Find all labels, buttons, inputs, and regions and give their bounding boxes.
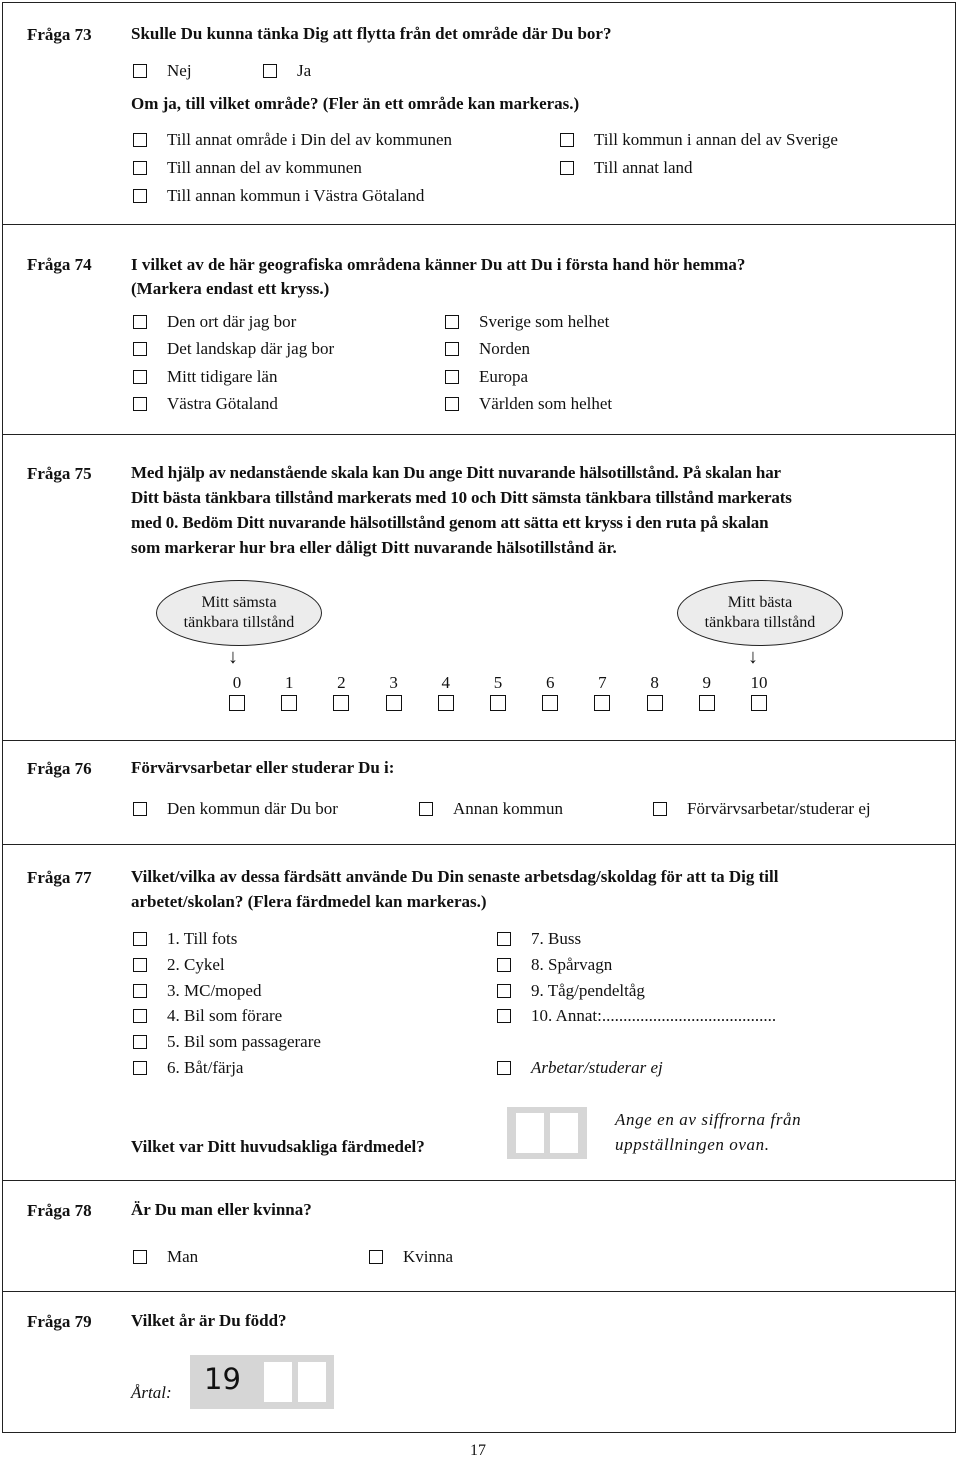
q74-number: Fråga 74 bbox=[27, 255, 92, 274]
year-digit-cell[interactable] bbox=[298, 1362, 326, 1402]
q78-question: Är Du man eller kvinna? bbox=[131, 1200, 312, 1219]
q77-option-7[interactable]: 7. Buss bbox=[497, 929, 581, 949]
q78-option-man[interactable]: Man bbox=[133, 1247, 198, 1267]
q77-option-3[interactable]: 3. MC/moped bbox=[133, 981, 261, 1001]
checkbox[interactable] bbox=[419, 802, 433, 816]
separator bbox=[3, 740, 955, 741]
arrow-down-icon: ↓ bbox=[748, 646, 758, 668]
scale-checkbox-4[interactable] bbox=[438, 695, 454, 711]
separator bbox=[3, 434, 955, 435]
q75-line-4: som markerar hur bra eller dåligt Ditt nuvarande hälsotillstånd är. bbox=[131, 538, 617, 557]
q74-question-line1: I vilket av de här geografiska områdena känner Du att Du i första hand hör hemma? bbox=[131, 255, 746, 274]
scale-checkbox-3[interactable] bbox=[386, 695, 402, 711]
q73-area-1[interactable]: Till annat område i Din del av kommunen bbox=[133, 130, 452, 150]
scale-checkbox-0[interactable] bbox=[229, 695, 245, 711]
q77-question-line2: arbetet/skolan? (Flera färdmedel kan markeras.) bbox=[131, 892, 487, 911]
q77-number: Fråga 77 bbox=[27, 868, 92, 887]
checkbox[interactable] bbox=[133, 958, 147, 972]
q76-option-3[interactable]: Förvärvsarbetar/studerar ej bbox=[653, 799, 871, 819]
q77-option-8[interactable]: 8. Spårvagn bbox=[497, 955, 612, 975]
scale-number-4: 4 bbox=[441, 673, 451, 692]
checkbox[interactable] bbox=[133, 932, 147, 946]
q74-option-5[interactable]: Sverige som helhet bbox=[445, 312, 609, 332]
scale-number-8: 8 bbox=[650, 673, 659, 692]
q75-line-2: Ditt bästa tänkbara tillstånd markerats med 10 och Ditt sämsta tänkbara tillstånd markerats bbox=[131, 488, 792, 507]
checkbox[interactable] bbox=[133, 1061, 147, 1075]
q77-hint-line1: Ange en av siffrorna från bbox=[615, 1110, 802, 1129]
scale-number-0: 0 bbox=[232, 673, 242, 692]
q76-number: Fråga 76 bbox=[27, 759, 92, 778]
q74-option-1[interactable]: Den ort där jag bor bbox=[133, 312, 296, 332]
checkbox[interactable] bbox=[133, 397, 147, 411]
q75-line-1: Med hjälp av nedanstående skala kan Du ange Ditt nuvarande hälsotillstånd. På skalan har bbox=[131, 463, 781, 482]
checkbox[interactable] bbox=[133, 189, 147, 203]
best-state-ellipse bbox=[677, 580, 843, 646]
q73-number: Fråga 73 bbox=[27, 25, 92, 44]
q79-label: Årtal: bbox=[131, 1383, 172, 1402]
separator bbox=[3, 1291, 955, 1292]
checkbox[interactable] bbox=[560, 161, 574, 175]
scale-checkbox-5[interactable] bbox=[490, 695, 506, 711]
scale-number-5: 5 bbox=[493, 673, 503, 692]
checkbox[interactable] bbox=[560, 133, 574, 147]
scale-checkbox-9[interactable] bbox=[699, 695, 715, 711]
checkbox[interactable] bbox=[133, 1250, 147, 1264]
page-number: 17 bbox=[470, 1442, 486, 1459]
separator bbox=[3, 224, 955, 225]
q79-question: Vilket år är Du född? bbox=[131, 1311, 287, 1330]
birth-year-prefix: 19 bbox=[204, 1362, 241, 1396]
q75-number: Fråga 75 bbox=[27, 464, 92, 483]
q74-option-2[interactable]: Det landskap där jag bor bbox=[133, 339, 334, 359]
answer-digit-cell[interactable] bbox=[550, 1113, 578, 1153]
checkbox[interactable] bbox=[445, 397, 459, 411]
checkbox[interactable] bbox=[133, 370, 147, 384]
scale-number-10: 10 bbox=[750, 673, 768, 692]
best-state-line2: tänkbara tillstånd bbox=[704, 614, 816, 631]
best-state-line1: Mitt bästa bbox=[727, 594, 793, 611]
q77-option-5[interactable]: 5. Bil som passagerare bbox=[133, 1032, 321, 1052]
checkbox[interactable] bbox=[133, 161, 147, 175]
q77-hint-line2: uppställningen ovan. bbox=[615, 1135, 770, 1154]
scale-number-1: 1 bbox=[284, 673, 294, 692]
answer-digit-cell[interactable] bbox=[516, 1113, 544, 1153]
checkbox[interactable] bbox=[133, 64, 147, 78]
q73-option-nej[interactable]: Nej bbox=[133, 61, 192, 81]
arrow-down-icon: ↓ bbox=[228, 646, 238, 668]
q73-followup: Om ja, till vilket område? (Fler än ett område kan markeras.) bbox=[131, 94, 580, 113]
q77-option-2[interactable]: 2. Cykel bbox=[133, 955, 225, 975]
checkbox[interactable] bbox=[133, 342, 147, 356]
q77-main-question: Vilket var Ditt huvudsakliga färdmedel? bbox=[131, 1137, 425, 1156]
worst-state-line1: Mitt sämsta bbox=[201, 594, 277, 611]
q73-area-4[interactable]: Till kommun i annan del av Sverige bbox=[560, 130, 838, 150]
checkbox[interactable] bbox=[497, 958, 511, 972]
checkbox[interactable] bbox=[497, 1009, 511, 1023]
checkbox[interactable] bbox=[497, 984, 511, 998]
scale-checkbox-6[interactable] bbox=[542, 695, 558, 711]
q76-question: Förvärvsarbetar eller studerar Du i: bbox=[131, 758, 395, 777]
q77-option-6[interactable]: 6. Båt/färja bbox=[133, 1058, 243, 1078]
checkbox[interactable] bbox=[133, 315, 147, 329]
scale-checkbox-1[interactable] bbox=[281, 695, 297, 711]
worst-state-line2: tänkbara tillstånd bbox=[183, 614, 295, 631]
q77-option-4[interactable]: 4. Bil som förare bbox=[133, 1006, 282, 1026]
q77-option-1[interactable]: 1. Till fots bbox=[133, 929, 237, 949]
q76-option-1[interactable]: Den kommun där Du bor bbox=[133, 799, 338, 819]
checkbox[interactable] bbox=[445, 370, 459, 384]
checkbox[interactable] bbox=[133, 133, 147, 147]
scale-number-7: 7 bbox=[598, 673, 607, 692]
checkbox[interactable] bbox=[497, 932, 511, 946]
scale-checkbox-10[interactable] bbox=[751, 695, 767, 711]
q77-option-none[interactable]: Arbetar/studerar ej bbox=[497, 1058, 663, 1078]
q73-question: Skulle Du kunna tänka Dig att flytta från det område där Du bor? bbox=[131, 24, 612, 43]
q77-option-9[interactable]: 9. Tåg/pendeltåg bbox=[497, 981, 645, 1001]
scale-number-6: 6 bbox=[545, 673, 555, 692]
scale-number-2: 2 bbox=[337, 673, 346, 692]
q74-option-3[interactable]: Mitt tidigare län bbox=[133, 367, 277, 387]
q77-question-line1: Vilket/vilka av dessa färdsätt använde Du Din senaste arbetsdag/skoldag för att ta Dig till bbox=[131, 867, 779, 886]
checkbox[interactable] bbox=[263, 64, 277, 78]
q75-line-3: med 0. Bedöm Ditt nuvarande hälsotillstånd genom att sätta ett kryss i den ruta på skalan bbox=[131, 513, 769, 532]
checkbox[interactable] bbox=[445, 315, 459, 329]
q78-option-kvinna[interactable]: Kvinna bbox=[369, 1247, 453, 1267]
checkbox[interactable] bbox=[133, 802, 147, 816]
scale-checkbox-8[interactable] bbox=[647, 695, 663, 711]
q76-option-2[interactable]: Annan kommun bbox=[419, 799, 563, 819]
q78-number: Fråga 78 bbox=[27, 1201, 92, 1220]
checkbox[interactable] bbox=[133, 1009, 147, 1023]
checkbox[interactable] bbox=[133, 984, 147, 998]
q79-number: Fråga 79 bbox=[27, 1312, 92, 1331]
scale-checkbox-7[interactable] bbox=[594, 695, 610, 711]
q74-option-4[interactable]: Västra Götaland bbox=[133, 394, 278, 414]
worst-state-ellipse bbox=[156, 580, 322, 646]
checkbox[interactable] bbox=[369, 1250, 383, 1264]
checkbox[interactable] bbox=[497, 1061, 511, 1075]
q73-area-5[interactable]: Till annat land bbox=[560, 158, 693, 178]
checkbox[interactable] bbox=[445, 342, 459, 356]
separator bbox=[3, 1180, 955, 1181]
scale-checkbox-2[interactable] bbox=[333, 695, 349, 711]
checkbox[interactable] bbox=[653, 802, 667, 816]
q74-question-line2: (Markera endast ett kryss.) bbox=[131, 279, 330, 298]
scale-number-3: 3 bbox=[389, 673, 398, 692]
q73-area-3[interactable]: Till annan kommun i Västra Götaland bbox=[133, 186, 424, 206]
q74-option-6[interactable]: Norden bbox=[445, 339, 530, 359]
q74-option-8[interactable]: Världen som helhet bbox=[445, 394, 612, 414]
q77-option-10[interactable]: 10. Annat:......................................... bbox=[497, 1006, 776, 1026]
scale-number-9: 9 bbox=[702, 673, 712, 692]
q74-option-7[interactable]: Europa bbox=[445, 367, 528, 387]
year-digit-cell[interactable] bbox=[264, 1362, 292, 1402]
checkbox[interactable] bbox=[133, 1035, 147, 1049]
q73-area-2[interactable]: Till annan del av kommunen bbox=[133, 158, 362, 178]
separator bbox=[3, 844, 955, 845]
q73-option-ja[interactable]: Ja bbox=[263, 61, 311, 81]
